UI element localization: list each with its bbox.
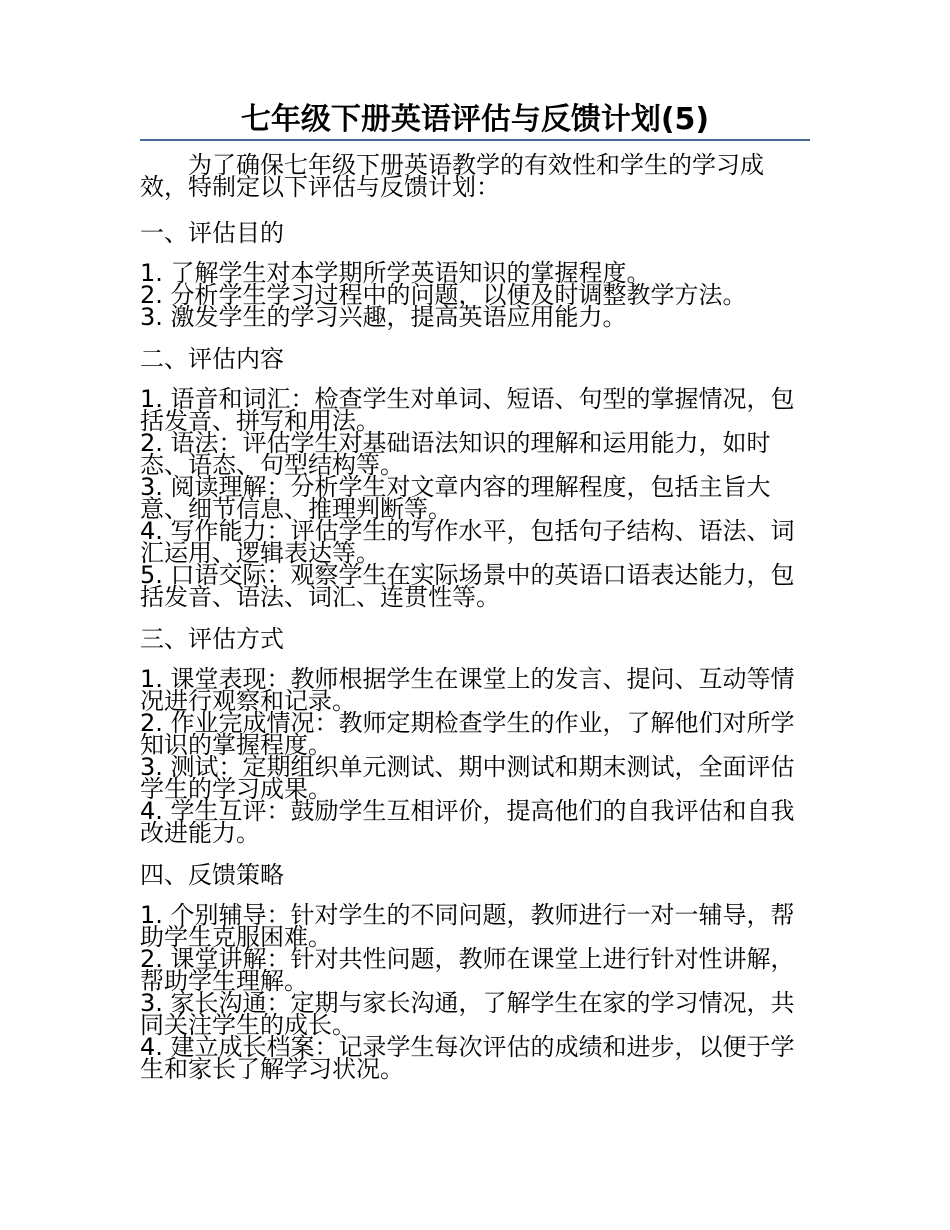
list-item: 3. 家长沟通：定期与家长沟通，了解学生在家的学习情况，共同关注学生的成长。 — [140, 989, 795, 1039]
section-list — [140, 385, 800, 611]
section-evaluation-purpose — [140, 218, 800, 331]
section-heading: 三、评估方式 — [140, 625, 284, 653]
document-title: 七年级下册英语评估与反馈计划(5) — [240, 102, 710, 137]
list-item: 3. 阅读理解：分析学生对文章内容的理解程度，包括主旨大意、细节信息、推理判断等。 — [140, 473, 771, 523]
spacer — [140, 198, 800, 218]
list-item: 1. 个别辅导：针对学生的不同问题，教师进行一对一辅导，帮助学生克服困难。 — [140, 901, 795, 951]
section-list — [140, 901, 800, 1083]
list-item: 1. 了解学生对本学期所学英语知识的掌握程度。 — [140, 259, 651, 287]
section-feedback-strategies — [140, 860, 800, 1083]
list-item: 4. 写作能力：评估学生的写作水平，包括句子结构、语法、词汇运用、逻辑表达等。 — [140, 517, 795, 567]
list-item: 5. 口语交际：观察学生在实际场景中的英语口语表达能力，包括发音、语法、词汇、连贯性等。 — [140, 561, 795, 611]
section-heading: 一、评估目的 — [140, 219, 284, 247]
document-body — [140, 151, 800, 1083]
section-heading: 二、评估内容 — [140, 345, 284, 373]
list-item: 2. 课堂讲解：针对共性问题，教师在课堂上进行针对性讲解，帮助学生理解。 — [140, 945, 795, 995]
list-item: 2. 分析学生学习过程中的问题，以便及时调整教学方法。 — [140, 281, 747, 309]
list-item: 4. 学生互评：鼓励学生互相评价，提高他们的自我评估和自我改进能力。 — [140, 797, 795, 847]
section-evaluation-content — [140, 344, 800, 611]
list-item: 4. 建立成长档案：记录学生每次评估的成绩和进步，以便于学生和家长了解学习状况。 — [140, 1033, 795, 1083]
title-underline — [140, 139, 810, 141]
section-list — [140, 665, 800, 847]
list-item: 3. 测试：定期组织单元测试、期中测试和期末测试，全面评估学生的学习成果。 — [140, 753, 795, 803]
section-evaluation-methods — [140, 624, 800, 847]
list-item: 1. 语音和词汇：检查学生对单词、短语、句型的掌握情况，包括发音、拼写和用法。 — [140, 385, 795, 435]
list-item: 3. 激发学生的学习兴趣，提高英语应用能力。 — [140, 303, 627, 331]
list-item: 1. 课堂表现：教师根据学生在课堂上的发言、提问、互动等情况进行观察和记录。 — [140, 665, 795, 715]
intro-paragraph: 为了确保七年级下册英语教学的有效性和学生的学习成效，特制定以下评估与反馈计划： — [140, 151, 764, 201]
list-item: 2. 语法：评估学生对基础语法知识的理解和运用能力，如时态、语态、句型结构等。 — [140, 429, 771, 479]
section-list — [140, 259, 800, 331]
section-heading: 四、反馈策略 — [140, 861, 284, 889]
list-item: 2. 作业完成情况：教师定期检查学生的作业，了解他们对所学知识的掌握程度。 — [140, 709, 795, 759]
